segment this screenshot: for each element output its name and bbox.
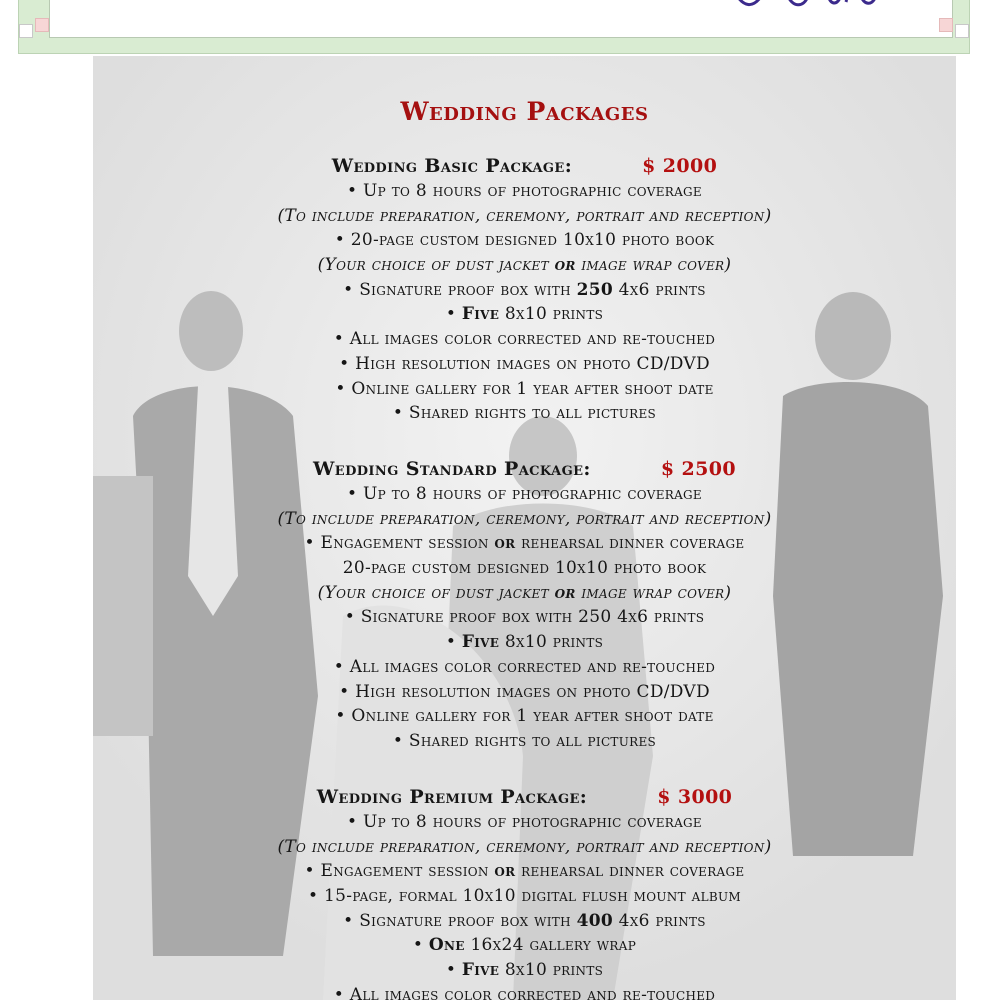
feature-emphasis: 250 [576,279,613,300]
package-note [93,253,956,278]
package-feature [93,179,956,204]
feature-emphasis: Five [461,304,500,325]
package-feature [93,729,956,754]
package-feature [93,958,956,983]
feature-text: • Up to 8 hours of photographic coverage [347,812,702,832]
feature-text: 16x24 gallery wrap [464,935,637,956]
feature-emphasis: or [554,582,576,603]
feature-text: • 20-page custom designed 10x10 photo book [334,230,715,251]
feature-text: • Up to 8 hours of photographic coverage [347,181,702,201]
feature-text: • Up to 8 hours of photographic coverage [347,484,702,504]
feature-text: image wrap cover) [575,582,732,603]
header-frame [18,0,970,54]
feature-text: • Engagement session [304,861,495,882]
feature-text: 20-page custom designed 10x10 photo book [342,558,707,579]
package-feature [93,810,956,835]
package-feature [93,352,956,377]
package-price: $ 3000 [657,786,733,808]
package-name: Wedding Premium Package: [316,786,588,808]
feature-emphasis: 400 [576,910,613,931]
feature-text: (Your choice of dust jacket [317,582,555,603]
document-page [93,56,956,1000]
feature-text: • All images color corrected and re-touched [333,656,716,677]
package-heading [93,154,956,179]
package-note [93,581,956,606]
feature-text: • High resolution images on photo CD/DVD [339,353,710,374]
feature-text: • [445,632,462,653]
package-content [93,56,956,1000]
feature-text: image wrap cover) [575,255,732,276]
feature-text: • [445,304,462,325]
package-name: Wedding Standard Package: [313,458,591,480]
package-feature [93,909,956,934]
package-section [93,154,956,426]
feature-text: (Your choice of dust jacket [317,255,555,276]
feature-text: • [412,935,429,956]
package-feature [93,933,956,958]
feature-text: • Signature proof box with [343,910,577,931]
package-feature [93,859,956,884]
package-feature [93,556,956,581]
package-feature [93,327,956,352]
corner-mark [19,24,33,38]
feature-emphasis: Five [461,632,500,653]
package-feature [93,302,956,327]
feature-text: (To include preparation, ceremony, portrait and reception) [277,508,772,529]
feature-emphasis: or [494,861,516,882]
feature-text: (To include preparation, ceremony, portrait and reception) [277,205,772,226]
package-note [93,507,956,532]
corner-mark [955,24,969,38]
package-feature [93,655,956,680]
package-feature [93,482,956,507]
feature-text: • Signature proof box with 250 4x6 prints [344,607,705,628]
corner-mark [939,18,953,32]
feature-emphasis: or [494,533,516,554]
feature-text: • All images color corrected and re-touched [333,984,716,1000]
page-title: Wedding Packages [400,97,649,126]
feature-text: rehearsal dinner coverage [515,861,745,882]
package-feature [93,401,956,426]
package-note [93,835,956,860]
feature-emphasis: One [428,935,465,956]
package-price: $ 2500 [660,458,736,480]
package-price: $ 2000 [642,155,718,177]
package-feature [93,630,956,655]
feature-text: • [445,960,462,981]
header-text-box [49,0,953,38]
feature-text: • Online gallery for 1 year after shoot date [335,706,714,727]
feature-text: (To include preparation, ceremony, portrait and reception) [277,836,772,857]
package-feature [93,531,956,556]
package-heading [93,785,956,810]
feature-text: 4x6 prints [612,910,706,931]
feature-text: • Online gallery for 1 year after shoot date [335,378,714,399]
feature-text: • All images color corrected and re-touched [333,329,716,350]
feature-text: 8x10 prints [499,304,604,325]
package-note [93,204,956,229]
package-name: Wedding Basic Package: [331,155,573,177]
feature-emphasis: or [554,255,576,276]
package-section [93,457,956,754]
package-feature [93,983,956,1000]
package-feature [93,605,956,630]
package-feature [93,680,956,705]
corner-mark [35,18,49,32]
feature-text: • Engagement session [304,533,495,554]
script-logo-flourish [732,0,882,14]
feature-text: 4x6 prints [612,279,706,300]
feature-text: • Shared rights to all pictures [392,730,657,751]
feature-text: • Shared rights to all pictures [392,403,657,424]
package-feature [93,377,956,402]
feature-text: • 15-page, formal 10x10 digital flush mount album [308,886,741,907]
package-feature [93,278,956,303]
package-section [93,785,956,1000]
feature-emphasis: Five [461,960,500,981]
package-feature [93,884,956,909]
feature-text: 8x10 prints [499,960,604,981]
feature-text: • Signature proof box with [343,279,577,300]
feature-text: 8x10 prints [499,632,604,653]
feature-text: rehearsal dinner coverage [515,533,745,554]
package-feature [93,704,956,729]
package-heading [93,457,956,482]
package-feature [93,228,956,253]
feature-text: • High resolution images on photo CD/DVD [339,681,710,702]
